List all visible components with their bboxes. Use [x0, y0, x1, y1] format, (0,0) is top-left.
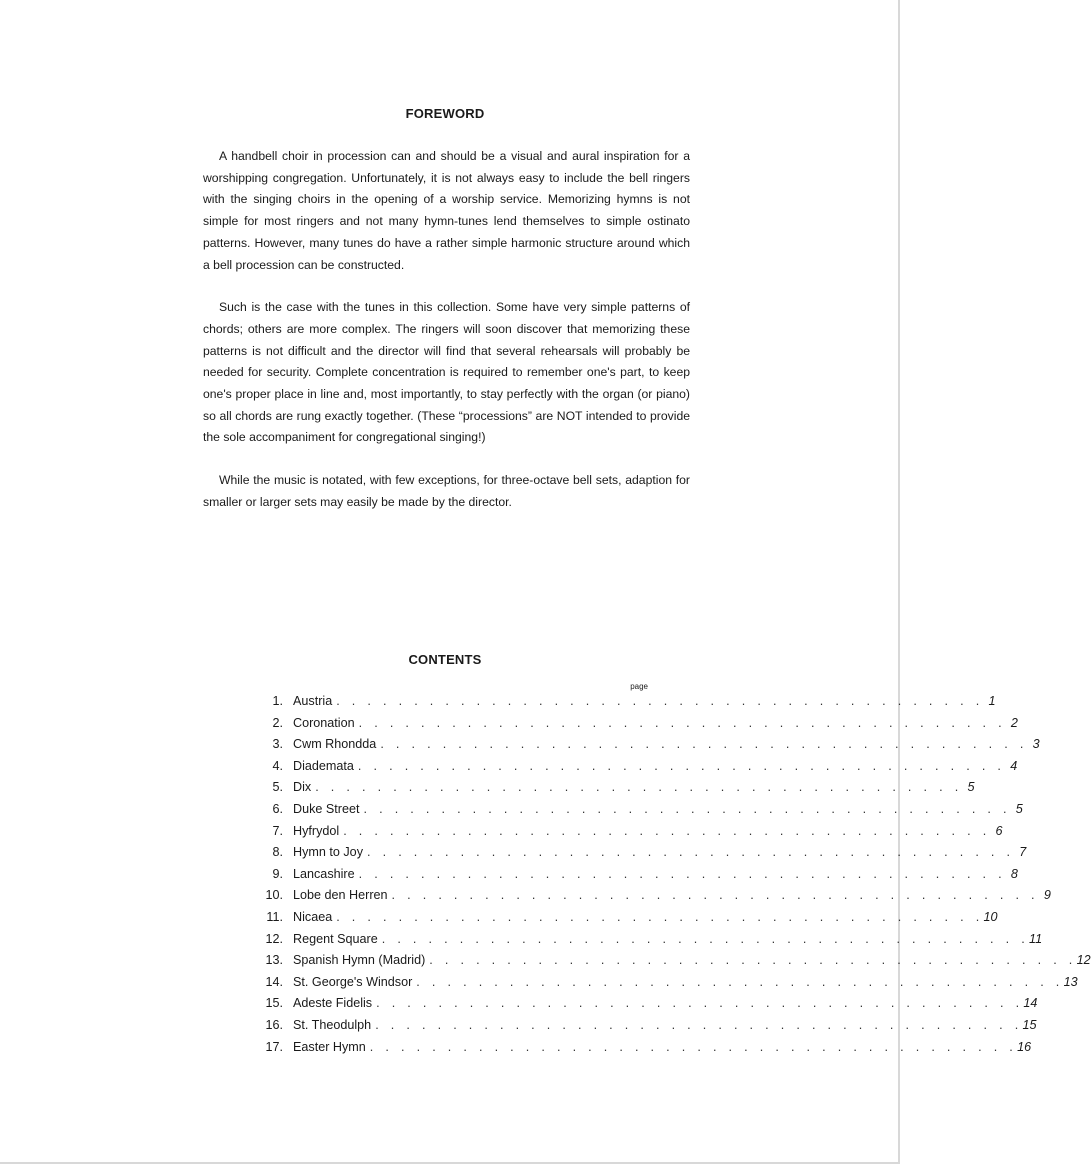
- dot-leader: . . . . . . . . . . . . . . . . . . . . . . . . . . . . . . . . . . . . . . . . . .: [363, 801, 1011, 816]
- toc-entry-number: 2.: [272, 715, 283, 730]
- toc-entry: [255, 888, 1051, 910]
- toc-entry-page: 3: [1032, 737, 1040, 752]
- dot-leader: . . . . . . . . . . . . . . . . . . . . . . . . . . . . . . . . . . . . . . . . . .: [367, 845, 1015, 860]
- toc-entry-number: 9.: [272, 866, 283, 881]
- dot-leader: . . . . . . . . . . . . . . . . . . . . . . . . . . . . . . . . . . . . . . . . . .: [376, 996, 1024, 1011]
- toc-entry-title: Cwm Rhondda: [293, 737, 377, 752]
- toc-entry-number: 16.: [265, 1017, 283, 1032]
- dot-leader: . . . . . . . . . . . . . . . . . . . . . . . . . . . . . . . . . . . . . . . . . .: [380, 737, 1028, 752]
- toc-entry: [255, 996, 1038, 1018]
- toc-entry-page: 16: [1017, 1039, 1032, 1054]
- toc-entry-page: 1: [988, 694, 996, 708]
- foreword-body: [203, 146, 690, 514]
- toc-entry: [255, 780, 975, 802]
- toc-entry-number: 1.: [272, 694, 283, 708]
- toc-entry: [255, 1017, 1037, 1040]
- toc-entry-page: 7: [1019, 845, 1027, 860]
- dot-leader: . . . . . . . . . . . . . . . . . . . . . . . . . . . . . . . . . . . . . . . . . .: [429, 953, 1077, 968]
- toc-entry: [255, 737, 1040, 759]
- toc-entry-number: 14.: [265, 974, 283, 989]
- toc-entry-title: Nicaea: [293, 909, 333, 924]
- toc-entry-title: Hymn to Joy: [293, 845, 363, 860]
- toc-entry-title: St. George's Windsor: [293, 974, 413, 989]
- dot-leader: . . . . . . . . . . . . . . . . . . . . . . . . . . . . . . . . . . . . . . . . . .: [369, 1039, 1018, 1054]
- toc-entry-number: 6.: [272, 801, 283, 816]
- toc-entry-page: 5: [967, 780, 975, 795]
- contents-heading: CONTENTS: [408, 652, 482, 667]
- toc-entry-number: 3.: [272, 737, 283, 752]
- toc-entry-page: 12: [1076, 953, 1091, 968]
- toc-entry-title: Lancashire: [293, 866, 355, 881]
- foreword-paragraph: A handbell choir in procession can and should be a visual and aural inspiration for a worshipping congregation. Unfortunately, it is not always easy to include the bell ringers with the singing choirs in the opening of a worship service. Memorizing hymns is not simple for most ringers and not many hymn-tunes lend themselves to simple ostinato patterns. However, many tunes do have a rather simple harmonic structure around which a bell procession can be constructed.: [203, 149, 690, 272]
- dot-leader: . . . . . . . . . . . . . . . . . . . . . . . . . . . . . . . . . . . . . . . . . .: [375, 1017, 1023, 1032]
- toc-entry-page: 15: [1022, 1017, 1037, 1032]
- dot-leader: . . . . . . . . . . . . . . . . . . . . . . . . . . . . . . . . . . . . . . . . . .: [381, 931, 1030, 946]
- dot-leader: . . . . . . . . . . . . . . . . . . . . . . . . . . . . . . . . . . . . . . . . . .: [358, 866, 1006, 881]
- toc-entry-title: Hyfrydol: [293, 823, 340, 838]
- toc-entry-title: Diademata: [293, 758, 354, 773]
- foreword-paragraph: Such is the case with the tunes in this collection. Some have very simple patterns of chords; others are more complex. The ringers will soon discover that memorizing these patterns is not difficult and the director will find that several rehearsals will probably be needed for security. Complete concentration is required to remember one's part, to keep one's proper place in line and, most importantly, to stay perfectly with the organ (or piano) so all chords are rung exactly together. (These “processions” are NOT intended to provide the sole accompaniment for congregational singing!): [203, 300, 690, 445]
- toc-entry-title: Dix: [293, 780, 312, 795]
- toc-entry-number: 10.: [265, 888, 283, 903]
- toc-entry: [255, 931, 1043, 954]
- toc-entry-title: Duke Street: [293, 801, 360, 816]
- foreword-heading: FOREWORD: [405, 106, 485, 121]
- page-edge: [898, 0, 900, 1164]
- toc-entry-page: 13: [1063, 974, 1078, 989]
- toc-entry-page: 6: [995, 823, 1003, 838]
- table-of-contents: [255, 682, 1091, 1061]
- toc-entry-title: Spanish Hymn (Madrid): [293, 953, 426, 968]
- toc-entry: [255, 1039, 1032, 1062]
- toc-entry-number: 13.: [265, 953, 283, 968]
- page-column-label: page: [630, 682, 648, 691]
- toc-entry-number: 5.: [272, 780, 283, 795]
- toc-entry-title: Austria: [293, 694, 333, 708]
- toc-entry-title: Regent Square: [293, 931, 378, 946]
- toc-entry-number: 11.: [266, 909, 283, 924]
- dot-leader: . . . . . . . . . . . . . . . . . . . . . . . . . . . . . . . . . . . . . . . . . .: [357, 758, 1006, 773]
- toc-entry-page: 8: [1010, 866, 1018, 881]
- dot-leader: . . . . . . . . . . . . . . . . . . . . . . . . . . . . . . . . . . . . . . . . . .: [315, 780, 963, 795]
- toc-entry-page: 10: [983, 909, 998, 924]
- toc-entry-number: 12.: [265, 931, 283, 946]
- toc-entry-number: 8.: [272, 845, 283, 860]
- dot-leader: . . . . . . . . . . . . . . . . . . . . . . . . . . . . . . . . . . . . . . . . . .: [358, 715, 1006, 730]
- toc-entry-page: 11: [1029, 931, 1043, 946]
- toc-entry: [255, 909, 998, 932]
- toc-entry-page: 5: [1015, 801, 1023, 816]
- dot-leader: . . . . . . . . . . . . . . . . . . . . . . . . . . . . . . . . . . . . . . . . . .: [391, 888, 1039, 903]
- toc-entry: [255, 866, 1018, 889]
- foreword-paragraph: While the music is notated, with few exceptions, for three-octave bell sets, adaption for smaller or larger sets may easily be made by the director.: [203, 473, 690, 509]
- toc-entry: [255, 715, 1018, 738]
- toc-list: [255, 694, 1091, 1061]
- toc-entry-page: 2: [1010, 715, 1018, 730]
- toc-entry-title: Adeste Fidelis: [293, 996, 373, 1011]
- toc-entry-page: 9: [1043, 888, 1051, 903]
- toc-entry: [255, 694, 996, 716]
- dot-leader: . . . . . . . . . . . . . . . . . . . . . . . . . . . . . . . . . . . . . . . . . .: [336, 694, 984, 708]
- toc-entry-title: St. Theodulph: [293, 1017, 372, 1032]
- dot-leader: . . . . . . . . . . . . . . . . . . . . . . . . . . . . . . . . . . . . . . . . . .: [416, 974, 1064, 989]
- toc-entry: [255, 845, 1027, 867]
- toc-entry-number: 15.: [265, 996, 283, 1011]
- toc-entry: [255, 974, 1078, 997]
- toc-entry-title: Easter Hymn: [293, 1039, 366, 1054]
- toc-entry: [255, 758, 1018, 781]
- toc-entry-number: 17.: [265, 1039, 283, 1054]
- toc-entry: [255, 953, 1091, 975]
- toc-entry: [255, 801, 1023, 824]
- dot-leader: . . . . . . . . . . . . . . . . . . . . . . . . . . . . . . . . . . . . . . . . . .: [336, 909, 984, 924]
- dot-leader: . . . . . . . . . . . . . . . . . . . . . . . . . . . . . . . . . . . . . . . . . .: [343, 823, 991, 838]
- toc-entry-number: 7.: [272, 823, 283, 838]
- toc-entry: [255, 823, 1003, 846]
- toc-entry-number: 4.: [272, 758, 283, 773]
- toc-entry-page: 4: [1010, 758, 1018, 773]
- toc-entry-title: Coronation: [293, 715, 355, 730]
- toc-entry-page: 14: [1023, 996, 1038, 1011]
- toc-entry-title: Lobe den Herren: [293, 888, 388, 903]
